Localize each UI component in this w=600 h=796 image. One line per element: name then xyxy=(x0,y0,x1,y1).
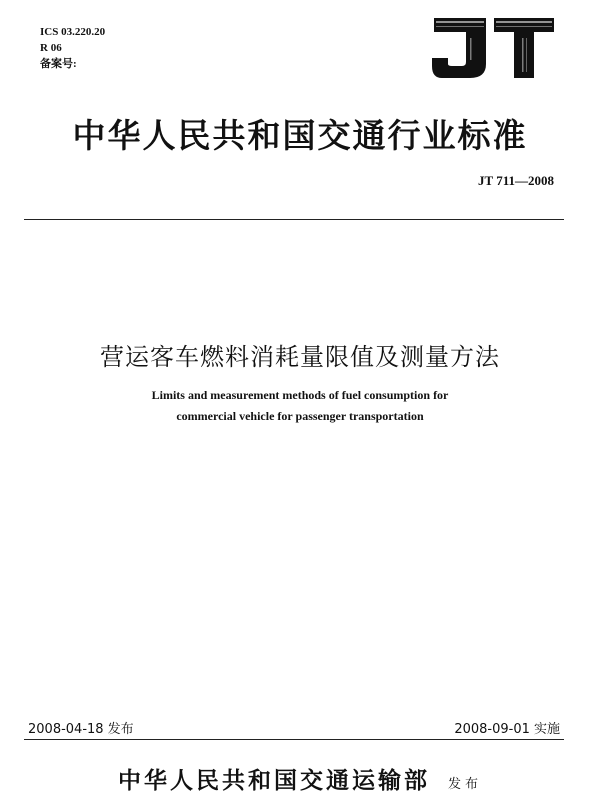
release-date: 2008-04-18 发布 xyxy=(28,722,134,737)
record-number-label: 备案号: xyxy=(40,58,77,70)
issuer-suffix: 发布 xyxy=(447,777,482,792)
ccs-number: R 06 xyxy=(40,42,62,54)
standard-category-title: 中华人民共和国交通行业标准 xyxy=(72,116,528,155)
ics-number: ICS 03.220.20 xyxy=(40,26,106,38)
standard-code: JT 711—2008 xyxy=(478,173,554,188)
issuer-line xyxy=(30,762,570,795)
implementation-date: 2008-09-01 实施 xyxy=(454,722,560,737)
document-title-en-line2: commercial vehicle for passenger transportation xyxy=(176,409,424,423)
issuer-name: 中华人民共和国交通运输部 xyxy=(117,767,430,794)
jt-standard-logo-icon xyxy=(430,14,556,80)
document-title-cn: 营运客车燃料消耗量限值及测量方法 xyxy=(100,343,500,371)
header-divider xyxy=(24,219,564,220)
footer-divider xyxy=(24,739,564,740)
document-title-en-line1: Limits and measurement methods of fuel consumption for xyxy=(151,388,449,402)
